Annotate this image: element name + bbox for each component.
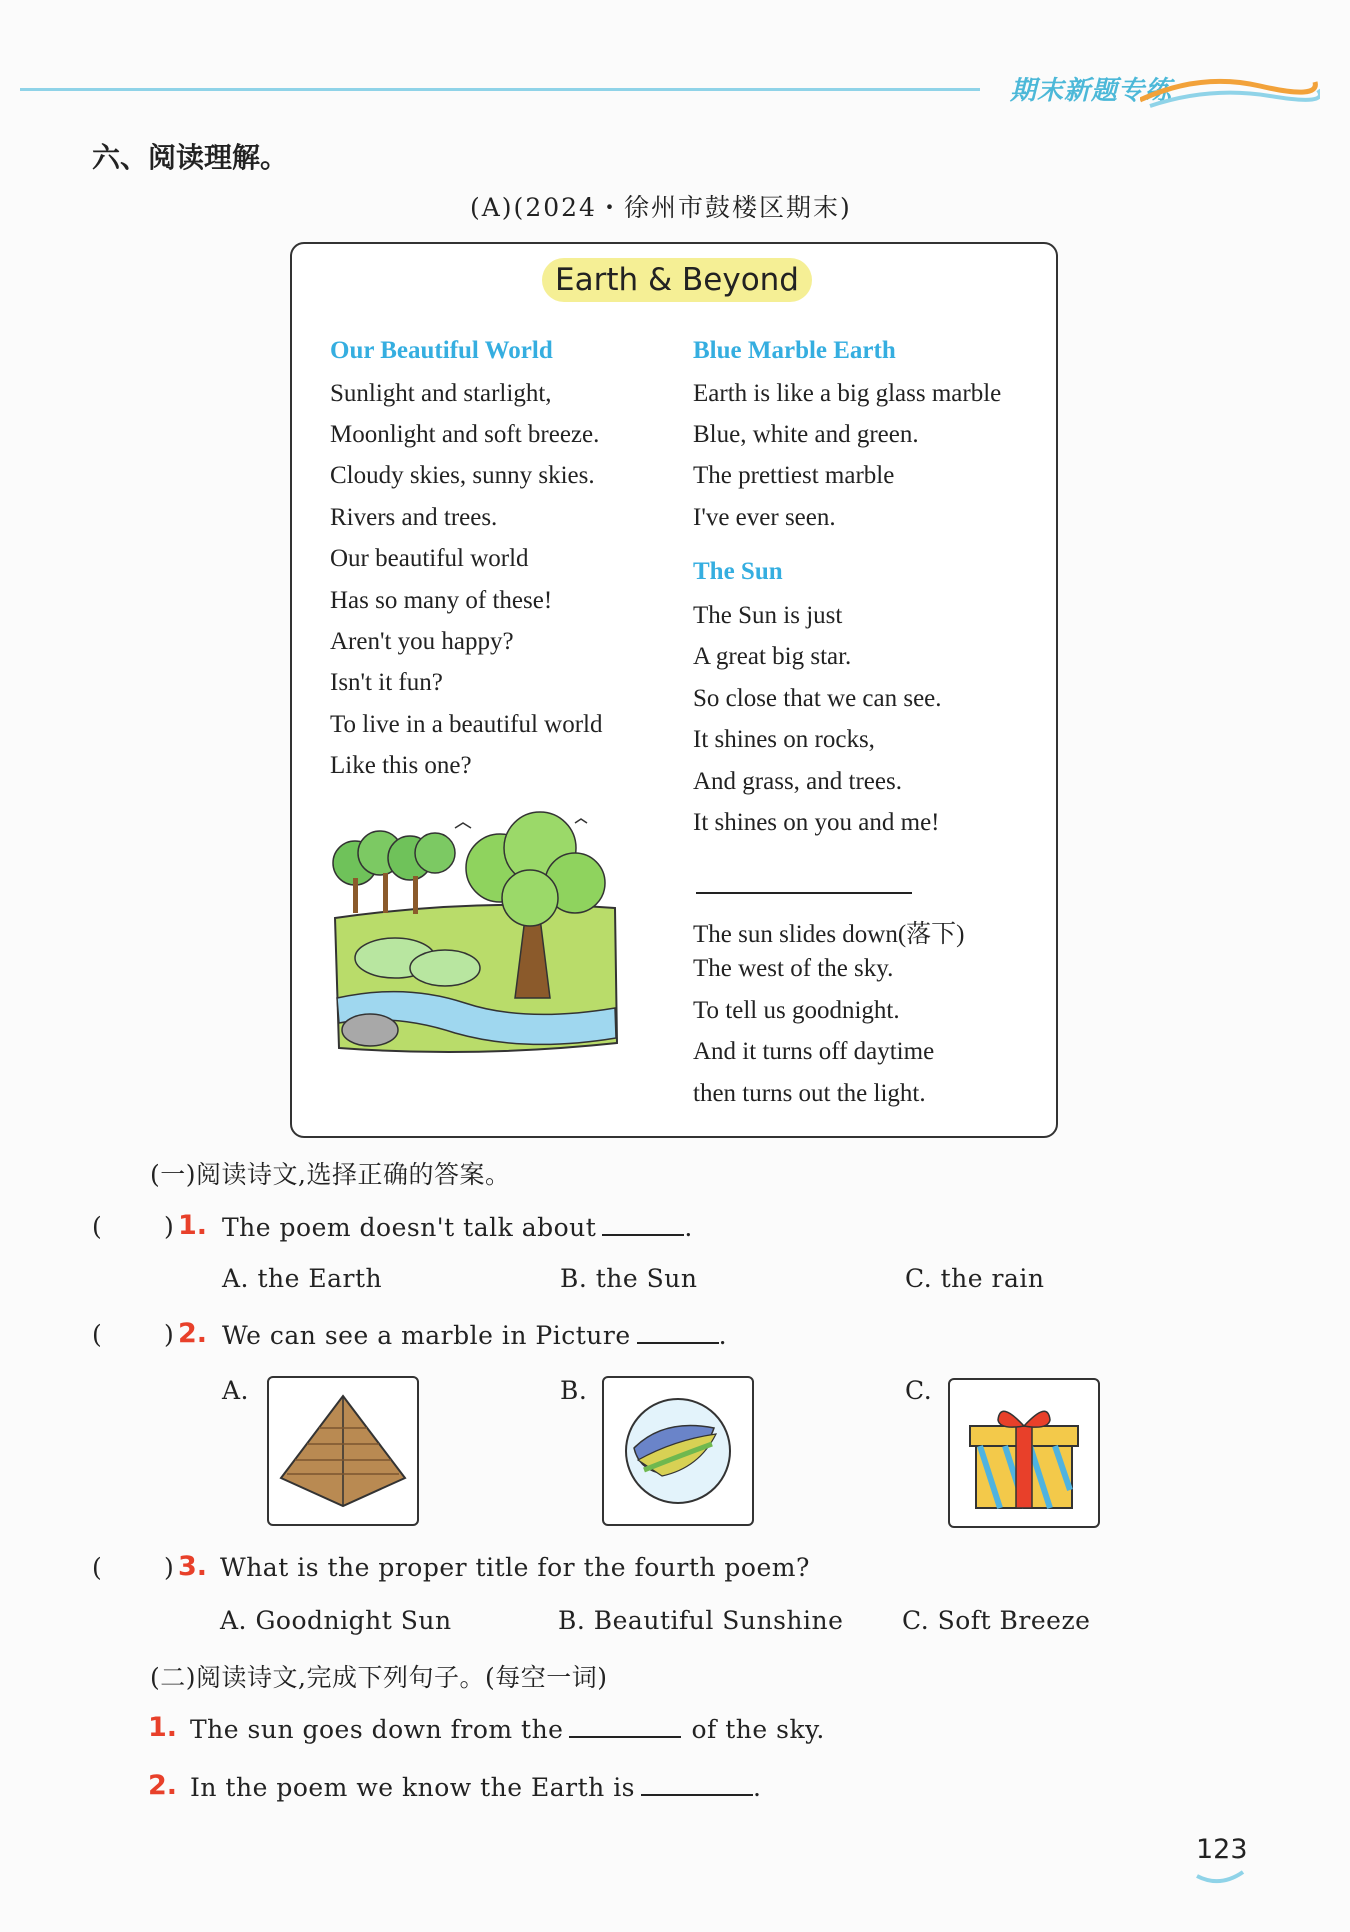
marble-icon <box>604 1378 752 1524</box>
poem3-line: The Sun is just <box>693 602 843 629</box>
poem1-line: Our beautiful world <box>330 545 529 572</box>
answer-paren-close: ) <box>164 1553 174 1582</box>
poem3-line: It shines on you and me! <box>693 809 940 836</box>
poem2-line: Earth is like a big glass marble <box>693 380 1002 407</box>
page-number: 123 <box>1196 1834 1248 1865</box>
poem2-line: I've ever seen. <box>693 504 836 531</box>
poem2-line: The prettiest marble <box>693 462 895 489</box>
q1-option-b[interactable]: B. the Sun <box>560 1264 698 1293</box>
answer-paren-close: ) <box>164 1320 174 1349</box>
q3-answer-slot[interactable] <box>104 1553 162 1583</box>
q3-question: What is the proper title for the fourth poem? <box>220 1553 810 1582</box>
q1-text <box>222 1212 693 1242</box>
poem4-line: then turns out the light. <box>693 1080 926 1107</box>
s1-number: 1. <box>148 1712 178 1743</box>
poem4-title-blank[interactable] <box>696 892 912 894</box>
header-swoosh-icon <box>1140 72 1320 112</box>
q1-blank[interactable] <box>602 1212 684 1236</box>
header-label: 期末新题专练 <box>1010 76 1173 106</box>
q2-option-c-picture[interactable] <box>948 1378 1100 1528</box>
s1-text <box>190 1714 825 1744</box>
q1-number: 1. <box>178 1210 208 1241</box>
q2-option-a-label: A. <box>222 1376 250 1405</box>
poem1-title: Our Beautiful World <box>330 337 553 364</box>
answer-paren-close: ) <box>164 1212 174 1241</box>
poem1-line: Sunlight and starlight, <box>330 380 552 407</box>
s1-blank[interactable] <box>569 1714 681 1738</box>
q3-option-b[interactable]: B. Beautiful Sunshine <box>558 1606 844 1635</box>
poem1-line: Has so many of these! <box>330 587 553 614</box>
s1-pre: The sun goes down from the <box>190 1715 564 1744</box>
pyramid-icon <box>269 1378 417 1524</box>
poem1-line: Aren't you happy? <box>330 628 514 655</box>
q2-number: 2. <box>178 1318 208 1349</box>
poem1-line: Moonlight and soft breeze. <box>330 421 600 448</box>
q1-answer-slot[interactable] <box>104 1212 162 1242</box>
s1-post: of the sky. <box>691 1715 825 1744</box>
q1-period: . <box>684 1213 693 1242</box>
s2-pre: In the poem we know the Earth is <box>190 1773 636 1802</box>
section-title: 六、阅读理解。 <box>92 141 289 174</box>
poem1-line: Cloudy skies, sunny skies. <box>330 462 595 489</box>
poem3-line: It shines on rocks, <box>693 726 875 753</box>
q2-blank[interactable] <box>637 1320 719 1344</box>
q2-answer-slot[interactable] <box>104 1320 162 1350</box>
s2-post: . <box>753 1773 762 1802</box>
poem3-line: So close that we can see. <box>693 685 942 712</box>
header-rule <box>20 88 980 91</box>
q2-question: We can see a marble in Picture <box>222 1321 631 1350</box>
q1-option-a[interactable]: A. the Earth <box>222 1264 383 1293</box>
poem4-line: The west of the sky. <box>693 955 894 982</box>
s2-number: 2. <box>148 1770 178 1801</box>
poem3-line: A great big star. <box>693 643 852 670</box>
poem1-line: Isn't it fun? <box>330 669 443 696</box>
page-number-swoosh-icon <box>1195 1866 1245 1886</box>
answer-paren-open: ( <box>92 1320 102 1349</box>
q3-option-a[interactable]: A. Goodnight Sun <box>220 1606 452 1635</box>
q2-option-b-picture[interactable] <box>602 1376 754 1526</box>
answer-paren-open: ( <box>92 1212 102 1241</box>
part2-instruction: (二)阅读诗文,完成下列句子。(每空一词) <box>150 1663 608 1692</box>
poem4-line: The sun slides down(落下) <box>693 921 965 948</box>
q2-option-b-label: B. <box>560 1376 588 1405</box>
poem1-line: Rivers and trees. <box>330 504 498 531</box>
poem4-line: And it turns off daytime <box>693 1038 935 1065</box>
poem2-title: Blue Marble Earth <box>693 337 896 364</box>
q2-text <box>222 1320 727 1350</box>
landscape-illustration <box>325 808 625 1068</box>
poem3-title: The Sun <box>693 558 783 585</box>
source-line: (A)(2024・徐州市鼓楼区期末) <box>470 193 852 222</box>
poem4-line: To tell us goodnight. <box>693 997 900 1024</box>
box-title: Earth & Beyond <box>542 258 812 302</box>
poem3-line: And grass, and trees. <box>693 768 902 795</box>
poem1-line: To live in a beautiful world <box>330 711 603 738</box>
q1-question: The poem doesn't talk about <box>222 1213 597 1242</box>
s2-text <box>190 1772 761 1802</box>
s2-blank[interactable] <box>641 1772 753 1796</box>
q2-option-a-picture[interactable] <box>267 1376 419 1526</box>
q2-option-c-label: C. <box>905 1376 933 1405</box>
q2-period: . <box>718 1321 728 1350</box>
poem1-line: Like this one? <box>330 752 472 779</box>
answer-paren-open: ( <box>92 1553 102 1582</box>
q1-option-c[interactable]: C. the rain <box>905 1264 1045 1293</box>
gift-box-icon <box>950 1380 1098 1526</box>
q3-number: 3. <box>178 1551 208 1582</box>
poem2-line: Blue, white and green. <box>693 421 919 448</box>
q3-option-c[interactable]: C. Soft Breeze <box>902 1606 1091 1635</box>
part1-instruction: (一)阅读诗文,选择正确的答案。 <box>150 1160 511 1189</box>
